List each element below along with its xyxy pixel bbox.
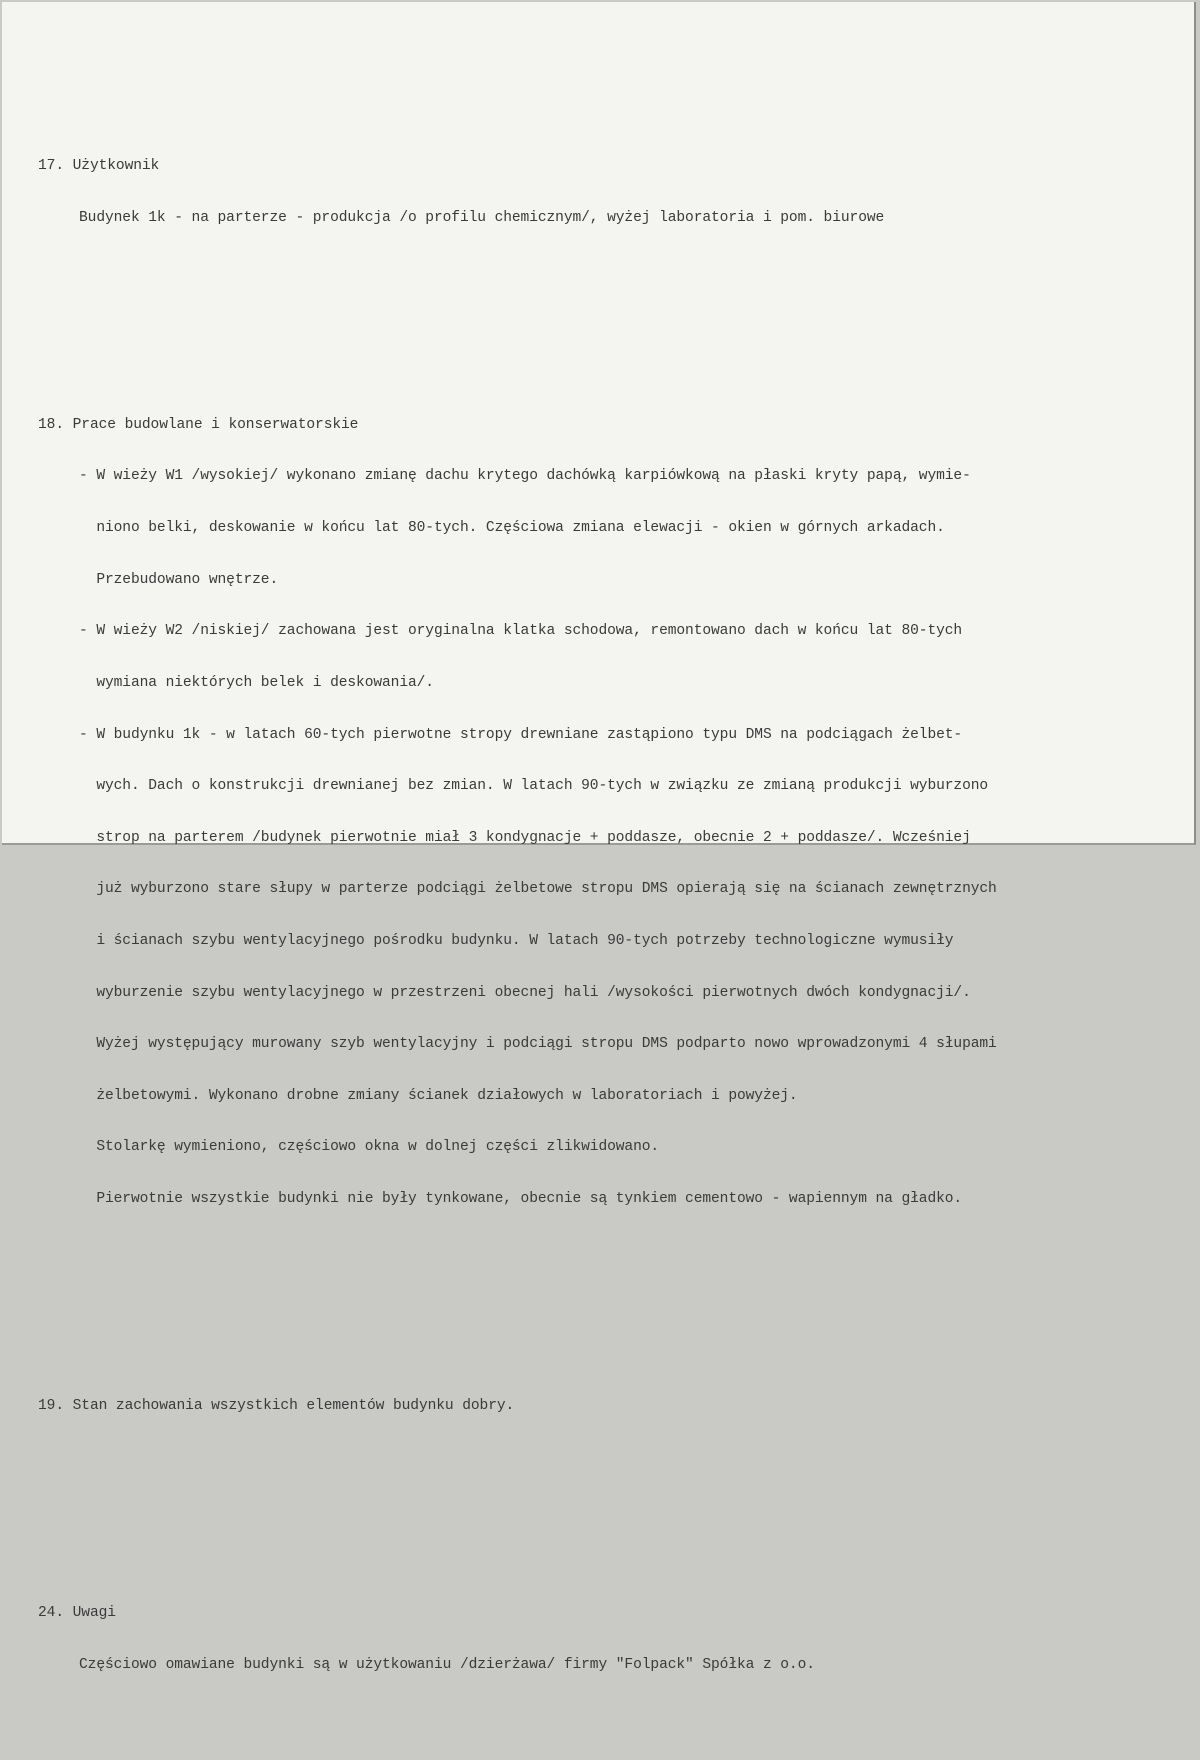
section-line: niono belki, deskowanie w końcu lat 80-tych. Częściowa zmiana elewacji - okien w górnych arkadach. — [79, 520, 945, 537]
section-heading: 24. Uwagi — [38, 1605, 116, 1622]
section-heading: 18. Prace budowlane i konserwatorskie — [38, 416, 359, 433]
section-gap — [38, 1501, 1188, 1519]
section-line: już wyburzono stare słupy w parterze podciągi żelbetowe stropu DMS opierają się na ścianach zewnętrznych — [79, 881, 997, 898]
section-line: wych. Dach o konstrukcji drewnianej bez zmian. W latach 90-tych w związku ze zmianą produkcji wyburzono — [79, 778, 989, 795]
section-19-condition — [38, 1364, 1188, 1450]
section-line: Stolarkę wymieniono, częściowo okna w dolnej części zlikwidowano. — [79, 1139, 660, 1156]
section-17-user — [38, 124, 1188, 262]
section-line: - W wieży W1 /wysokiej/ wykonano zmianę dachu krytego dachówką karpiówkową na płaski kryty papą, wymie- — [79, 468, 971, 485]
section-line: wyburzenie szybu wentylacyjnego w przestrzeni obecnej hali /wysokości pierwotnych dwóch kondygnacji/. — [79, 984, 971, 1001]
section-line: - W wieży W2 /niskiej/ zachowana jest oryginalna klatka schodowa, remontowano dach w końcu lat 80-tych — [79, 623, 963, 640]
section-24-remarks — [38, 1571, 1188, 1709]
section-line: - W budynku 1k - w latach 60-tych pierwotne stropy drewniane zastąpiono typu DMS na podciągach żelbet- — [79, 726, 963, 743]
section-line: Wyżej występujący murowany szyb wentylacyjny i podciągi stropu DMS podparto nowo wprowadzonymi 4 słupami — [79, 1036, 997, 1053]
section-heading: 17. Użytkownik — [38, 158, 160, 175]
section-line: żelbetowymi. Wykonano drobne zmiany ścianek działowych w laboratoriach i powyżej. — [79, 1087, 798, 1104]
section-gap — [38, 1294, 1188, 1312]
typewritten-text — [38, 72, 1188, 1760]
section-line: strop na parterem /budynek pierwotnie miał 3 kondygnacje + poddasze, obecnie 2 + poddasze/. Wcześniej — [79, 829, 971, 846]
document-card — [2, 2, 1196, 1674]
section-line: Częściowo omawiane budynki są w użytkowaniu /dzierżawa/ firmy "Folpack" Spółka z o.o. — [79, 1657, 815, 1674]
section-line: Budynek 1k - na parterze - produkcja /o profilu chemicznym/, wyżej laboratoria i pom. biurowe — [79, 209, 885, 226]
section-gap — [38, 313, 1188, 331]
section-18-construction-works — [38, 382, 1188, 1242]
section-heading: 19. Stan zachowania wszystkich elementów budynku dobry. — [38, 1398, 515, 1415]
section-line: Pierwotnie wszystkie budynki nie były tynkowane, obecnie są tynkiem cementowo - wapiennym na gładko. — [79, 1191, 963, 1207]
section-line: i ścianach szybu wentylacyjnego pośrodku budynku. W latach 90-tych potrzeby technologiczne wymusiły — [79, 932, 954, 949]
section-line: Przebudowano wnętrze. — [79, 571, 279, 588]
section-line: wymiana niektórych belek i deskowania/. — [79, 674, 434, 691]
